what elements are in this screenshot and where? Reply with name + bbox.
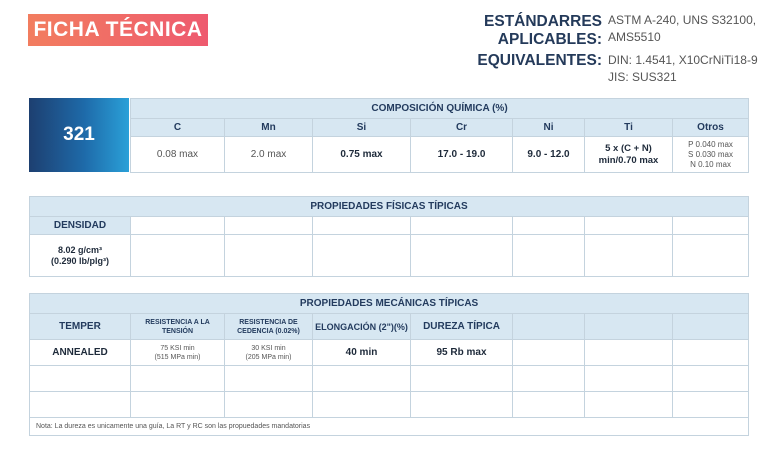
comp-header-otros: Otros xyxy=(673,119,749,137)
density-value xyxy=(30,235,131,277)
mech-hardness: 95 Rb max xyxy=(411,340,513,366)
otros-p: P 0.040 max xyxy=(688,139,733,149)
comp-value-ni: 9.0 - 12.0 xyxy=(513,137,585,173)
standards-label: ESTÁNDARRES APLICABLES: xyxy=(484,13,602,48)
comp-value-cr: 17.0 - 19.0 xyxy=(411,137,513,173)
comp-value-c: 0.08 max xyxy=(131,137,225,173)
density-metric: 8.02 g/cm³ xyxy=(57,244,103,255)
comp-header-mn: Mn xyxy=(225,119,313,137)
mech-elongation: 40 min xyxy=(313,340,411,366)
comp-value-mn: 2.0 max xyxy=(225,137,313,173)
tension-mpa: (515 MPa min) xyxy=(154,353,201,361)
grade-badge: 321 xyxy=(29,98,129,172)
yield-mpa: (205 MPa min) xyxy=(245,353,292,361)
mech-header-elongation: ELONGACIÓN (2")(%) xyxy=(313,314,411,340)
mech-header-temper: TEMPER xyxy=(30,314,131,340)
density-imperial: (0.290 lb/plg³) xyxy=(50,255,109,266)
comp-value-otros xyxy=(673,137,749,173)
mech-yield xyxy=(225,340,313,366)
mechanical-table xyxy=(29,293,749,436)
comp-header-ti: Ti xyxy=(585,119,673,137)
comp-header-c: C xyxy=(131,119,225,137)
mech-header-hardness: DUREZA TÍPICA xyxy=(411,314,513,340)
otros-s: S 0.030 max xyxy=(688,149,733,159)
standards-value: ASTM A-240, UNS S32100, AMS5510 xyxy=(608,13,757,44)
composition-title: COMPOSICIÓN QUÍMICA (%) xyxy=(131,99,749,119)
physical-title: PROPIEDADES FÍSICAS TÍPICAS xyxy=(30,197,749,217)
mech-temper: ANNEALED xyxy=(30,340,131,366)
mech-tension xyxy=(131,340,225,366)
mechanical-note: Nota: La dureza es unicamente una guía, La RT y RC son las propuedades mandatorias xyxy=(30,418,749,436)
comp-header-ni: Ni xyxy=(513,119,585,137)
composition-table xyxy=(130,98,749,173)
mechanical-title: PROPIEDADES MECÁNICAS TÍPICAS xyxy=(30,294,749,314)
mech-header-tension: RESISTENCIA A LA TENSIÓN xyxy=(131,314,225,340)
equivalents-value: DIN: 1.4541, X10CrNiTi18-9 JIS: SUS321 xyxy=(608,53,758,84)
equivalents-label: EQUIVALENTES: xyxy=(477,52,602,69)
comp-value-ti: 5 x (C + N) min/0.70 max xyxy=(585,137,673,173)
otros-n: N 0.10 max xyxy=(690,159,731,169)
tension-ksi: 75 KSI min xyxy=(160,344,195,352)
density-header: DENSIDAD xyxy=(30,217,131,235)
mech-header-yield: RESISTENCIA DE CEDENCIA (0.02%) xyxy=(225,314,313,340)
page-title: FICHA TÉCNICA xyxy=(28,14,208,46)
yield-ksi: 30 KSI min xyxy=(251,344,286,352)
comp-header-si: Si xyxy=(313,119,411,137)
comp-value-si: 0.75 max xyxy=(313,137,411,173)
comp-header-cr: Cr xyxy=(411,119,513,137)
physical-table xyxy=(29,196,749,277)
